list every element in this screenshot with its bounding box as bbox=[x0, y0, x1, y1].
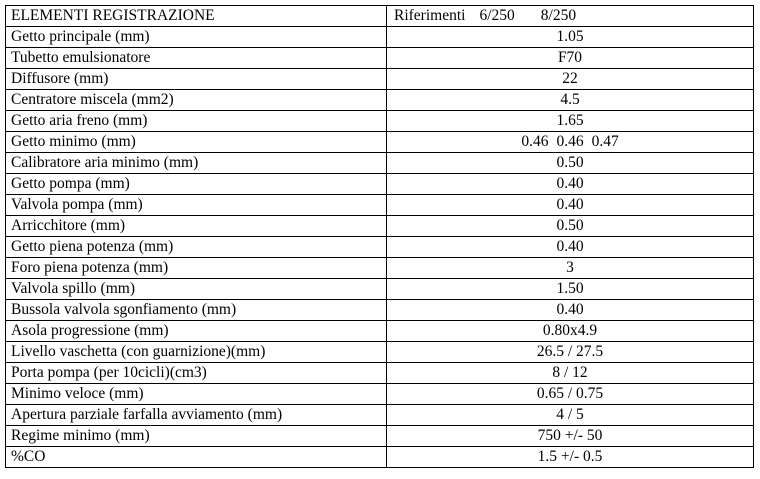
row-value: 22 bbox=[387, 69, 754, 90]
row-value: 1.50 bbox=[387, 279, 754, 300]
references-label: Riferimenti bbox=[394, 7, 466, 24]
table-row bbox=[6, 90, 754, 111]
row-label: Getto pompa (mm) bbox=[6, 174, 387, 195]
registration-table bbox=[5, 5, 754, 468]
row-label: Diffusore (mm) bbox=[6, 69, 387, 90]
row-label: %CO bbox=[6, 447, 387, 468]
row-label: Tubetto emulsionatore bbox=[6, 48, 387, 69]
row-value: 0.40 bbox=[387, 300, 754, 321]
row-value: 0.80x4.9 bbox=[387, 321, 754, 342]
reference-6-250: 6/250 bbox=[479, 7, 515, 24]
row-label: Arricchitore (mm) bbox=[6, 216, 387, 237]
row-label: Bussola valvola sgonfiamento (mm) bbox=[6, 300, 387, 321]
table-row bbox=[6, 321, 754, 342]
table-row bbox=[6, 342, 754, 363]
row-label: Getto aria freno (mm) bbox=[6, 111, 387, 132]
row-value: 4 / 5 bbox=[387, 405, 754, 426]
table-row bbox=[6, 27, 754, 48]
row-value-group bbox=[387, 132, 754, 153]
table-row bbox=[6, 69, 754, 90]
row-label: Porta pompa (per 10cicli)(cm3) bbox=[6, 363, 387, 384]
row-value: 8 / 12 bbox=[387, 363, 754, 384]
table-row bbox=[6, 447, 754, 468]
table-row bbox=[6, 258, 754, 279]
table-header-row bbox=[6, 6, 754, 27]
row-value-part: 0.46 bbox=[521, 133, 549, 150]
row-label: Getto principale (mm) bbox=[6, 27, 387, 48]
table-row bbox=[6, 195, 754, 216]
row-value-part: 0.47 bbox=[591, 133, 619, 150]
row-label: Apertura parziale farfalla avviamento (mm) bbox=[6, 405, 387, 426]
row-label: Calibratore aria minimo (mm) bbox=[6, 153, 387, 174]
row-value: 26.5 / 27.5 bbox=[387, 342, 754, 363]
row-label: Valvola spillo (mm) bbox=[6, 279, 387, 300]
table-row bbox=[6, 426, 754, 447]
row-value: 1.5 +/- 0.5 bbox=[387, 447, 754, 468]
table-row bbox=[6, 384, 754, 405]
row-label: Minimo veloce (mm) bbox=[6, 384, 387, 405]
row-value: 3 bbox=[387, 258, 754, 279]
row-label: Livello vaschetta (con guarnizione)(mm) bbox=[6, 342, 387, 363]
reference-8-250: 8/250 bbox=[540, 7, 577, 24]
row-label: Foro piena potenza (mm) bbox=[6, 258, 387, 279]
table-row bbox=[6, 153, 754, 174]
table-row bbox=[6, 363, 754, 384]
table-row bbox=[6, 48, 754, 69]
row-value: 0.65 / 0.75 bbox=[387, 384, 754, 405]
table-row bbox=[6, 132, 754, 153]
table-row bbox=[6, 300, 754, 321]
table-row bbox=[6, 174, 754, 195]
row-value: 0.40 bbox=[387, 174, 754, 195]
row-label: Getto piena potenza (mm) bbox=[6, 237, 387, 258]
row-value-part: 0.46 bbox=[556, 133, 584, 150]
table-row bbox=[6, 405, 754, 426]
row-value: 4.5 bbox=[387, 90, 754, 111]
row-value: 0.50 bbox=[387, 216, 754, 237]
row-value: 0.50 bbox=[387, 153, 754, 174]
row-label: Asola progressione (mm) bbox=[6, 321, 387, 342]
column-header-references bbox=[387, 6, 754, 27]
settings-sheet bbox=[5, 5, 754, 468]
row-value: 750 +/- 50 bbox=[387, 426, 754, 447]
row-value: 0.40 bbox=[387, 195, 754, 216]
getto-minimo-values bbox=[521, 133, 618, 150]
row-label: Regime minimo (mm) bbox=[6, 426, 387, 447]
table-row bbox=[6, 216, 754, 237]
row-label: Centratore miscela (mm2) bbox=[6, 90, 387, 111]
table-row bbox=[6, 279, 754, 300]
row-value: F70 bbox=[387, 48, 754, 69]
row-value: 0.40 bbox=[387, 237, 754, 258]
row-label: Valvola pompa (mm) bbox=[6, 195, 387, 216]
row-value: 1.05 bbox=[387, 27, 754, 48]
table-row bbox=[6, 111, 754, 132]
table-row bbox=[6, 237, 754, 258]
row-value: 1.65 bbox=[387, 111, 754, 132]
row-label: Getto minimo (mm) bbox=[6, 132, 387, 153]
column-header-elements: ELEMENTI REGISTRAZIONE bbox=[6, 6, 387, 27]
